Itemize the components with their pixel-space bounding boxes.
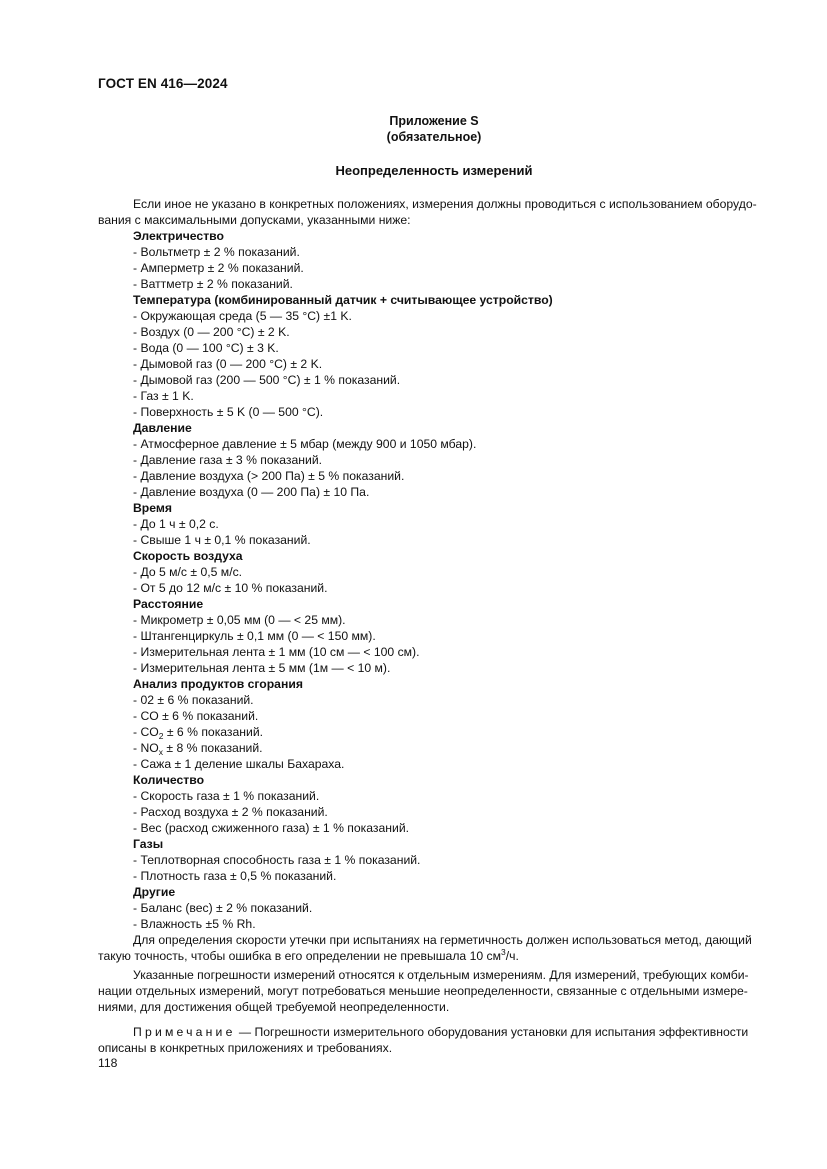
nox-suffix: ± 8 % показаний. [162, 741, 263, 755]
intro-paragraph [98, 196, 766, 228]
list-item: - Теплотворная способность газа ± 1 % показаний. [133, 853, 421, 867]
annex-title: Приложение S [389, 114, 479, 128]
co2-prefix: - CO [133, 725, 159, 739]
list-item: - Штангенциркуль ± 0,1 мм (0 — < 150 мм). [133, 629, 376, 643]
nox-subscript: x [158, 747, 163, 757]
group-heading-distance: Расстояние [133, 597, 204, 611]
list-item: - Поверхность ± 5 K (0 — 500 °C). [133, 405, 324, 419]
group-heading-electricity: Электричество [133, 229, 224, 243]
list-item: - CO ± 6 % показаний. [133, 709, 259, 723]
list-item: - Микрометр ± 0,05 мм (0 — < 25 мм). [133, 613, 346, 627]
annex-status: (обязательное) [386, 130, 482, 144]
list-item [133, 740, 766, 756]
list-item: - Давление газа ± 3 % показаний. [133, 453, 323, 467]
list-item: - Плотность газа ± 0,5 % показаний. [133, 869, 337, 883]
list-item: - Измерительная лента ± 1 мм (10 см — < 100 см). [133, 645, 420, 659]
list-item: - Расход воздуха ± 2 % показаний. [133, 805, 328, 819]
list-item: - Вода (0 — 100 °C) ± 3 K. [133, 341, 279, 355]
list-item: - Газ ± 1 K. [133, 389, 194, 403]
group-heading-gases: Газы [133, 837, 164, 851]
group-heading-quantity: Количество [133, 773, 205, 787]
note-text: — Погрешности измерительного оборудования установки для испытания эффективности [235, 1025, 749, 1039]
group-heading-other: Другие [133, 885, 176, 899]
intro-line: Если иное не указано в конкретных положениях, измерения должны проводиться с использованием оборудо- [133, 197, 757, 211]
list-item: - Атмосферное давление ± 5 мбар (между 900 и 1050 мбар). [133, 437, 477, 451]
list-item: - Сажа ± 1 деление шкалы Бахараха. [133, 757, 345, 771]
list-item: - Амперметр ± 2 % показаний. [133, 261, 304, 275]
list-item: - Скорость газа ± 1 % показаний. [133, 789, 320, 803]
group-heading-pressure: Давление [133, 421, 192, 435]
uncertainty-line: ниями, для достижения общей требуемой неопределенности. [98, 1000, 450, 1014]
list-item: - Вес (расход сжиженного газа) ± 1 % показаний. [133, 821, 410, 835]
leak-line: Для определения скорости утечки при испытаниях на герметичность должен использоваться метод, дающий [133, 933, 752, 947]
list-item: - От 5 до 12 м/с ± 10 % показаний. [133, 581, 328, 595]
list-item: - Вольтметр ± 2 % показаний. [133, 245, 300, 259]
list-item: - Дымовой газ (0 — 200 °C) ± 2 K. [133, 357, 323, 371]
document-code: ГОСТ EN 416—2024 [98, 76, 228, 91]
leak-paragraph [98, 932, 766, 964]
nox-prefix: - NO [133, 741, 159, 755]
section-title: Неопределенность измерений [335, 163, 533, 178]
uncertainty-line: нации отдельных измерений, могут потребоваться меньшие неопределенности, связанные с отдельными измере- [98, 984, 748, 998]
tolerance-list [98, 228, 766, 932]
note-line: описаны в конкретных приложениях и требованиях. [98, 1041, 393, 1055]
uncertainty-paragraph [98, 967, 766, 1015]
group-heading-combustion: Анализ продуктов сгорания [133, 677, 303, 691]
list-item: - Свыше 1 ч ± 0,1 % показаний. [133, 533, 311, 547]
list-item: - Окружающая среда (5 — 35 °C) ±1 K. [133, 309, 352, 323]
note-paragraph [98, 1024, 766, 1056]
list-item: - Измерительная лента ± 5 мм (1м — < 10 м). [133, 661, 391, 675]
note-line [98, 1024, 766, 1040]
list-item: - Баланс (вес) ± 2 % показаний. [133, 901, 313, 915]
cubic-superscript: 3 [501, 947, 506, 957]
leak-line [98, 948, 766, 964]
list-item: - Влажность ±5 % Rh. [133, 917, 256, 931]
leak-line-unit: /ч. [505, 949, 519, 963]
group-heading-air-speed: Скорость воздуха [133, 549, 243, 563]
list-item: - Ваттметр ± 2 % показаний. [133, 277, 293, 291]
annex-body [98, 196, 766, 1056]
co2-subscript: 2 [158, 731, 164, 741]
list-item: - Воздух (0 — 200 °C) ± 2 K. [133, 325, 290, 339]
list-item: - Давление воздуха (0 — 200 Па) ± 10 Па. [133, 485, 370, 499]
list-item: - До 5 м/с ± 0,5 м/с. [133, 565, 243, 579]
list-item: - Давление воздуха (> 200 Па) ± 5 % показаний. [133, 469, 405, 483]
note-label: Примечание [133, 1025, 236, 1039]
group-heading-time: Время [133, 501, 172, 515]
page-number: 118 [98, 1056, 118, 1070]
list-item: - Дымовой газ (200 — 500 °C) ± 1 % показаний. [133, 373, 401, 387]
group-heading-temperature: Температура (комбинированный датчик + считывающее устройство) [133, 293, 553, 307]
co2-suffix: ± 6 % показаний. [163, 725, 264, 739]
list-item: - 02 ± 6 % показаний. [133, 693, 254, 707]
intro-line: вания с максимальными допусками, указанными ниже: [98, 213, 411, 227]
uncertainty-line: Указанные погрешности измерений относятся к отдельным измерениям. Для измерений, требующих комби- [133, 968, 749, 982]
list-item [133, 724, 766, 740]
list-item: - До 1 ч ± 0,2 с. [133, 517, 219, 531]
leak-line-text: такую точность, чтобы ошибка в его определении не превышала 10 см [98, 949, 502, 963]
